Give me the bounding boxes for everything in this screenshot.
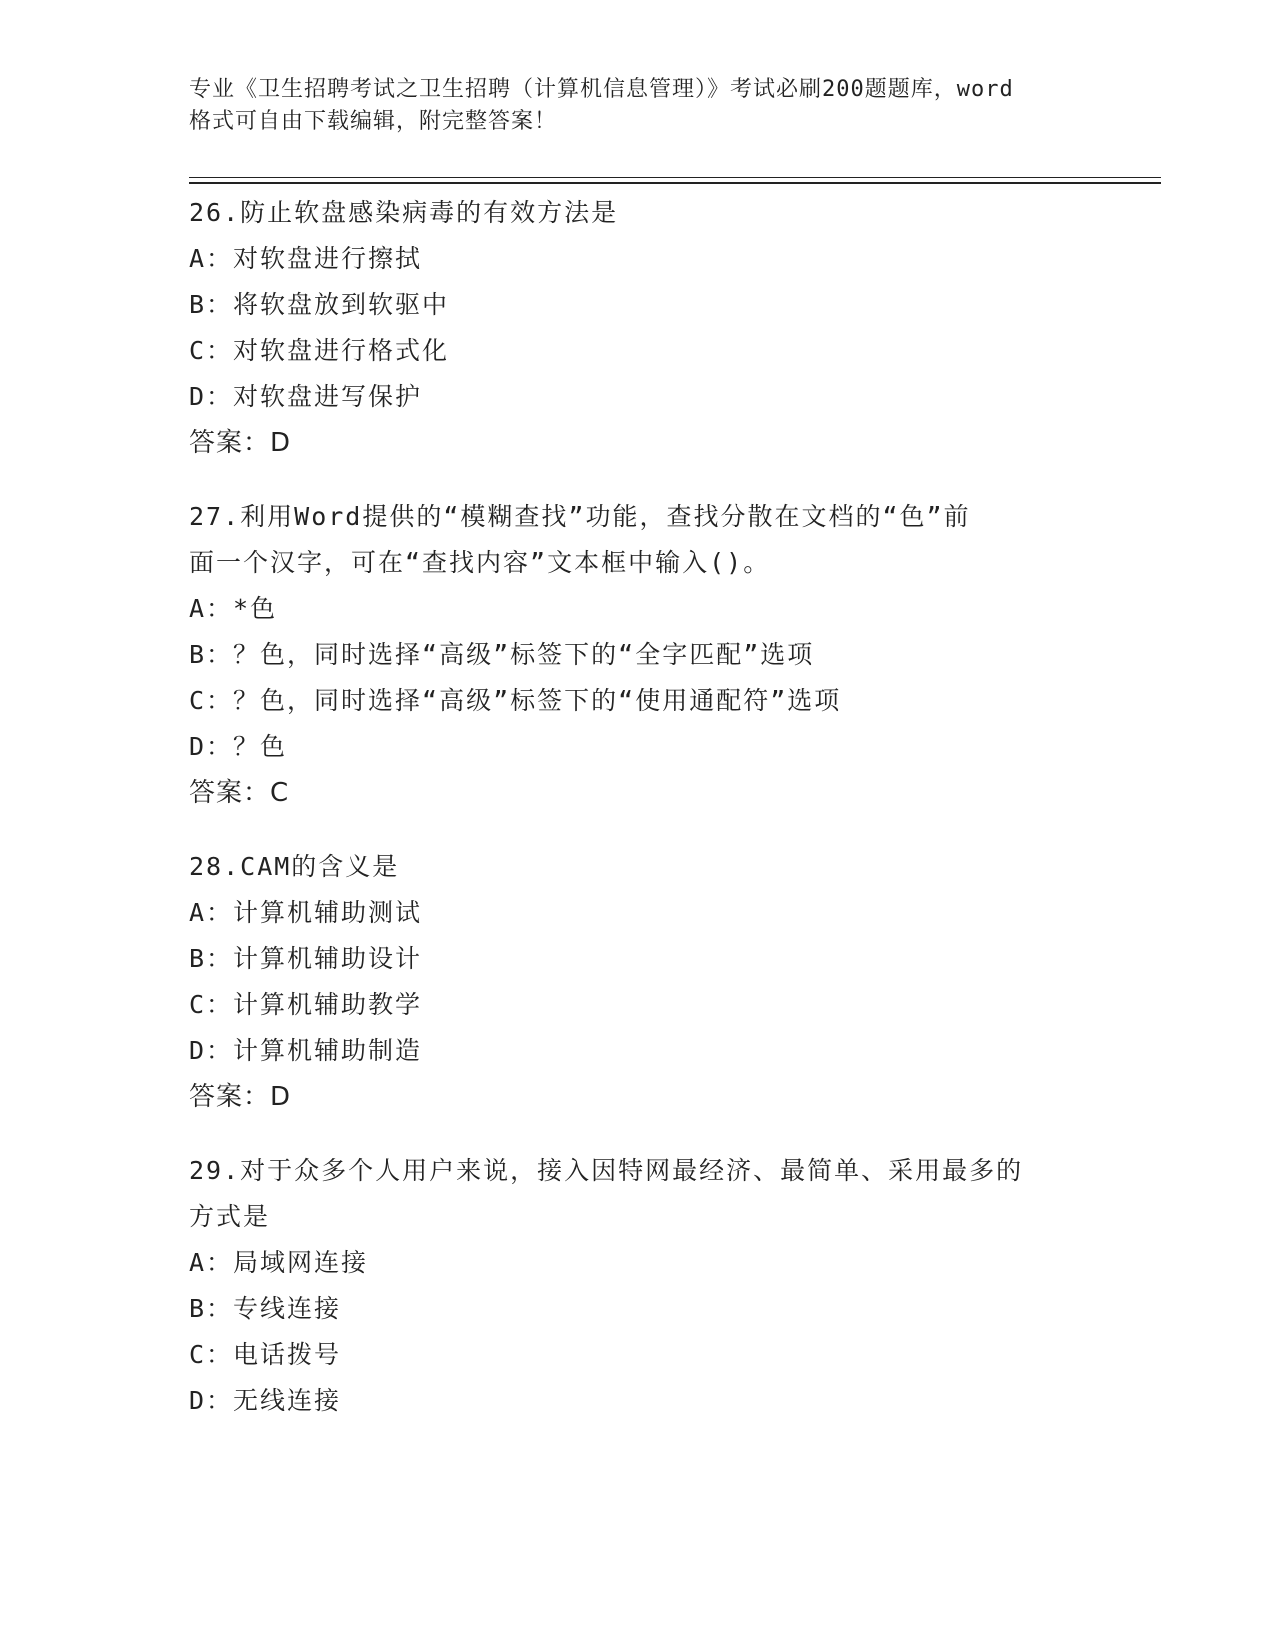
option-d: D：对软盘进写保护 bbox=[189, 382, 423, 411]
option-d: D：无线连接 bbox=[189, 1386, 342, 1415]
option-c: C：？色，同时选择“高级”标签下的“使用通配符”选项 bbox=[189, 686, 842, 715]
question-26 bbox=[189, 190, 1119, 466]
option-a: A：局域网连接 bbox=[189, 1248, 369, 1277]
option-c: C：电话拨号 bbox=[189, 1340, 342, 1369]
question-29 bbox=[189, 1148, 1119, 1424]
header-title-line-1: 专业《卫生招聘考试之卫生招聘（计算机信息管理）》考试必刷200题题库，word bbox=[189, 77, 1014, 102]
document-header bbox=[189, 74, 1089, 138]
header-divider-thick bbox=[189, 182, 1161, 184]
question-stem: 27.利用Word提供的“模糊查找”功能，查找分散在文档的“色”前 bbox=[189, 502, 971, 531]
answer-label: 答案：C bbox=[189, 778, 290, 808]
question-stem-continued: 方式是 bbox=[189, 1202, 271, 1231]
option-a: A：对软盘进行擦拭 bbox=[189, 244, 423, 273]
answer-label: 答案：D bbox=[189, 1082, 292, 1112]
option-c: C：计算机辅助教学 bbox=[189, 990, 423, 1019]
option-b: B：将软盘放到软驱中 bbox=[189, 290, 450, 319]
option-c: C：对软盘进行格式化 bbox=[189, 336, 450, 365]
header-divider-thin bbox=[189, 177, 1161, 178]
header-title-line-2: 格式可自由下载编辑，附完整答案！ bbox=[189, 109, 558, 134]
question-stem: 29.对于众多个人用户来说，接入因特网最经济、最简单、采用最多的 bbox=[189, 1156, 1024, 1185]
option-d: D：计算机辅助制造 bbox=[189, 1036, 423, 1065]
question-stem: 28.CAM的含义是 bbox=[189, 852, 400, 881]
question-28 bbox=[189, 844, 1119, 1120]
option-b: B：专线连接 bbox=[189, 1294, 342, 1323]
option-d: D：？色 bbox=[189, 732, 288, 761]
option-b: B：？色，同时选择“高级”标签下的“全字匹配”选项 bbox=[189, 640, 815, 669]
question-list bbox=[189, 190, 1119, 1452]
question-stem-continued: 面一个汉字，可在“查找内容”文本框中输入()。 bbox=[189, 548, 771, 577]
question-stem: 26.防止软盘感染病毒的有效方法是 bbox=[189, 198, 619, 227]
option-a: A：计算机辅助测试 bbox=[189, 898, 423, 927]
question-27 bbox=[189, 494, 1119, 816]
option-b: B：计算机辅助设计 bbox=[189, 944, 423, 973]
option-a: A：*色 bbox=[189, 594, 278, 623]
answer-label: 答案：D bbox=[189, 428, 292, 458]
